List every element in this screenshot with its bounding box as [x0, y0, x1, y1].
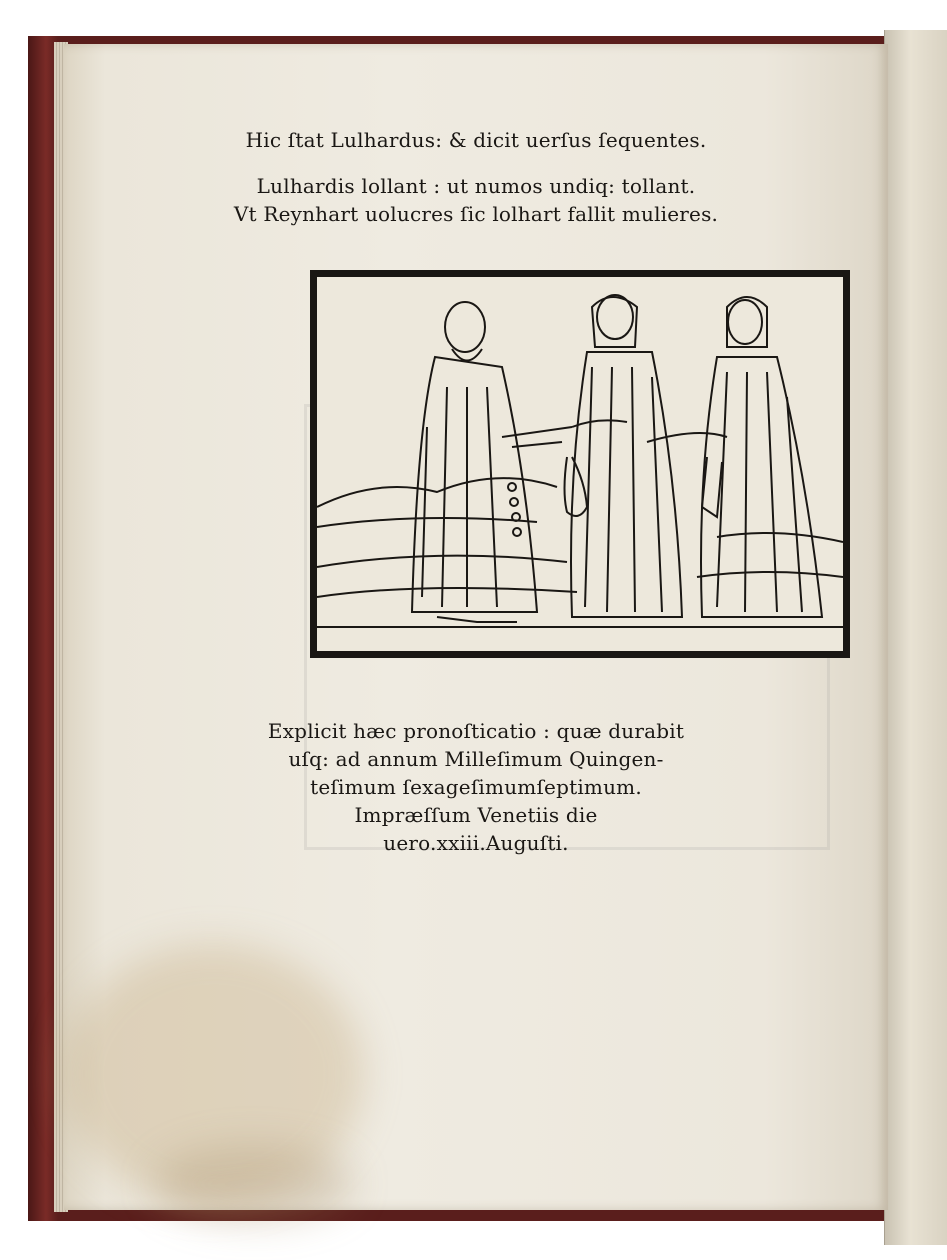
page-heading: Hic ſtat Lulhardus: & dicit uerſus ſequentes.: [245, 128, 707, 152]
colophon-line-5: uero.xxiii.Auguſti.: [383, 831, 569, 855]
woodcut-figures: [317, 277, 843, 651]
facing-leaf-edge: [884, 30, 947, 1245]
verse-line-2: Vt Reynhart uolucres ſic lolhart fallit mulieres.: [233, 202, 719, 226]
book-page: [64, 44, 888, 1210]
colophon-line-1: Explicit hæc pronoſticatio : quæ durabit: [267, 719, 685, 743]
colophon-line-3: teſimum ſexageſimumſeptimum.: [310, 775, 642, 799]
verse-line-1: Lulhardis lollant : ut numos undiq: tollant.: [256, 174, 696, 198]
water-stain: [154, 1144, 354, 1224]
colophon-line-2: uſq: ad annum Milleſimum Quingen-: [288, 747, 664, 771]
colophon-line-4: Impræſſum Venetiis die: [354, 803, 598, 827]
woodcut-illustration: [310, 270, 850, 658]
